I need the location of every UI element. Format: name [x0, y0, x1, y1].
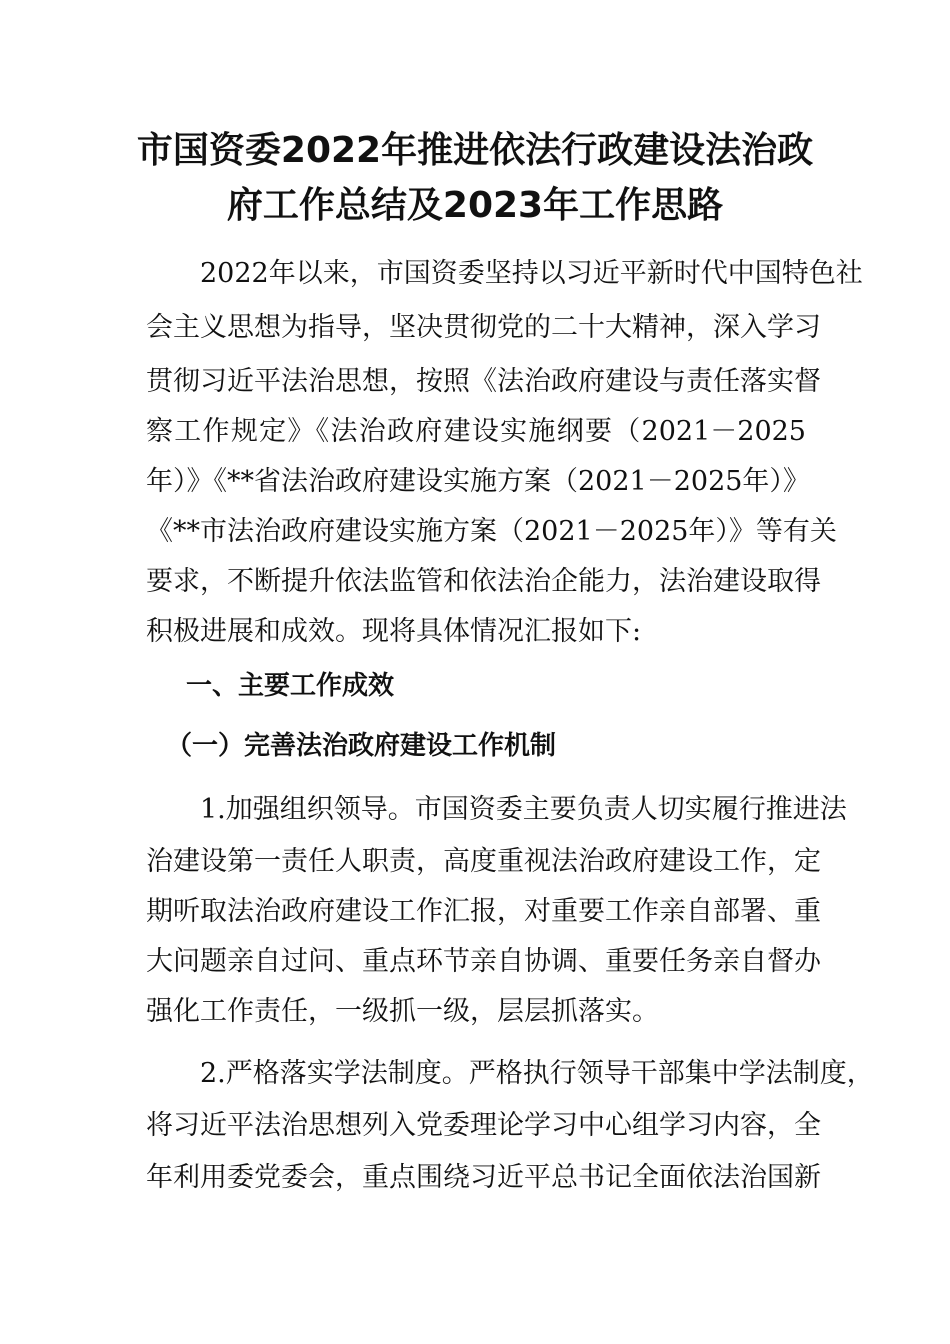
intro-line: 2022年以来，市国资委坚持以习近平新时代中国特色社 [146, 258, 863, 289]
section-heading: 一、主要工作成效 [186, 671, 395, 701]
paragraph-line: 2.严格落实学法制度。严格执行领导干部集中学法制度， [146, 1058, 874, 1089]
intro-line: 年）》《**省法治政府建设实施方案（2021－2025年）》 [146, 466, 810, 497]
document-title-line-2: 府工作总结及2023年工作思路 [226, 185, 724, 226]
document-title-line-1: 市国资委2022年推进依法行政建设法治政 [136, 130, 814, 171]
paragraph-line: 将习近平法治思想列入党委理论学习中心组学习内容，全 [146, 1110, 821, 1141]
intro-line: 察工作规定》《法治政府建设实施纲要（2021－2025 [146, 416, 806, 447]
intro-line: 会主义思想为指导，坚决贯彻党的二十大精神，深入学习 [146, 312, 821, 343]
intro-line: 积极进展和成效。现将具体情况汇报如下: [146, 616, 642, 647]
intro-line: 贯彻习近平法治思想，按照《法治政府建设与责任落实督 [146, 366, 821, 397]
paragraph-line: 期听取法治政府建设工作汇报，对重要工作亲自部署、重 [146, 896, 821, 927]
paragraph-line: 强化工作责任，一级抓一级，层层抓落实。 [146, 996, 659, 1027]
intro-line: 要求，不断提升依法监管和依法治企能力，法治建设取得 [146, 566, 821, 597]
paragraph-line: 治建设第一责任人职责，高度重视法治政府建设工作，定 [146, 846, 821, 877]
intro-line: 《**市法治政府建设实施方案（2021－2025年）》等有关 [146, 516, 837, 547]
paragraph-line: 大问题亲自过问、重点环节亲自协调、重要任务亲自督办 [146, 946, 821, 977]
paragraph-line: 1.加强组织领导。市国资委主要负责人切实履行推进法 [146, 794, 847, 825]
paragraph-line: 年利用委党委会，重点围绕习近平总书记全面依法治国新 [146, 1162, 821, 1193]
subsection-heading: （一）完善法治政府建设工作机制 [166, 731, 557, 761]
